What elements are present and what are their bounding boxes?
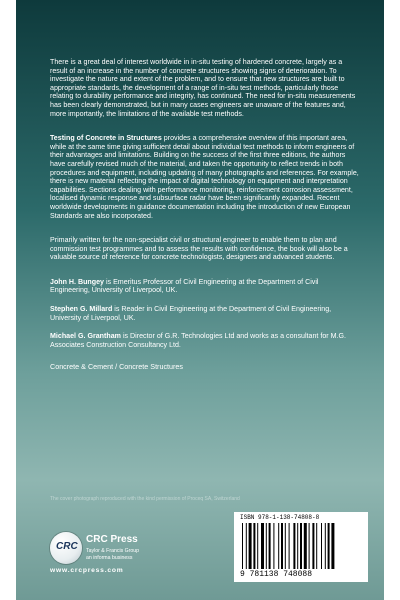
isbn-label: ISBN 978-1-138-74808-8 [240, 514, 320, 521]
barcode-bar [257, 523, 258, 569]
author-name: John H. Bungey [50, 277, 104, 286]
barcode-bar [249, 523, 252, 569]
description-paragraph [50, 134, 360, 220]
author-bio [50, 278, 360, 295]
book-title: Testing of Concrete in Structures [50, 134, 162, 143]
barcode-bar [261, 523, 264, 569]
barcode-bar [269, 523, 271, 569]
barcode-bar [273, 523, 274, 569]
barcode-bar [309, 523, 310, 569]
barcode-bar [246, 523, 247, 569]
barcode-bar [328, 523, 330, 569]
barcode-bar [278, 523, 279, 569]
barcode-bar [281, 523, 283, 569]
author-name: Michael G. Grantham [50, 332, 121, 341]
publisher-group: Taylor & Francis Group [86, 548, 140, 554]
author-bio-text: is Director of G.R. Technologies Ltd and works as a consultant for M.G. Associates Construction Consultancy Ltd. [50, 332, 346, 349]
barcode-bar [321, 523, 322, 569]
publisher-group-sub: an informa business [86, 555, 133, 561]
author-name: Stephen G. Millard [50, 305, 113, 314]
barcode-digits: 9 781138 748088 [240, 570, 313, 579]
barcode-bar [266, 523, 267, 569]
audience-paragraph: Primarily written for the non-specialist civil or structural engineer to enable them to plan and commission test programmes and to assess the results with confidence, the book will also be a valuable source of reference for concrete technologists, designers and advanced students. [50, 236, 348, 262]
barcode-icon [242, 523, 362, 569]
author-bio [50, 332, 360, 349]
barcode-panel [234, 512, 368, 582]
barcode-bar [253, 523, 255, 569]
back-cover [16, 0, 384, 600]
barcode-bar [297, 523, 298, 569]
cover-text [50, 58, 360, 382]
barcode-bar [325, 523, 326, 569]
intro-paragraph: There is a great deal of interest worldwide in in-situ testing of hardened concrete, largely as a result of an increase in the number of concrete structures showing signs of deterioration. To investigate the nature and extent of the problem, and to ensure that new structures are built to appropriate standards, the development of a range of in-situ test methods, particularly those relating to durability performance and integrity, has continued. The need for in-situ measurements has been clearly demonstrated, but in many cases engineers are unaware of the features and, more importantly, the limitations of the available test methods. [50, 58, 356, 118]
barcode-bar [293, 523, 295, 569]
author-bio-text: is Reader in Civil Engineering at the Department of Civil Engineering, University of Liverpool, UK. [50, 305, 332, 322]
logo-lettering: CRC [56, 541, 78, 552]
barcode-bar [285, 523, 286, 569]
barcode-bar [300, 523, 302, 569]
author-bio [50, 305, 360, 322]
barcode-bar [331, 523, 334, 569]
subject-category: Concrete & Cement / Concrete Structures [50, 362, 184, 372]
barcode-bar [289, 523, 290, 569]
publisher-url: www.crcpress.com [50, 567, 124, 574]
barcode-bar [304, 523, 307, 569]
description-text: provides a comprehensive overview of this important area, while at the same time giving sufficient detail about individual test methods to inform engineers of their advantages and limitations. Building on the success of the first three editions, the authors have carefully revised much of the material, and taken the opportunity to reflect trends in both procedures and equipment, including updating of many photographs and references. For example, there is new material reflecting the impact of digital technology on equipment and interpretation capabilities. Sections dealing with performance monitoring, reinforcement corrosion assessment, localised dynamic response and subsurface radar have been significantly expanded. Recent worldwide developments in guidance documentation including the introduction of new European Standards are also incorporated. [50, 134, 359, 220]
author-bio-text: is Emeritus Professor of Civil Engineering at the Department of Civil Engineering, University of Liverpool, UK. [50, 277, 319, 295]
publisher-block [50, 530, 190, 580]
barcode-bar [316, 523, 317, 569]
cover-credit: The cover photograph reproduced with the kind permission of Proceq SA, Switzerland [50, 496, 240, 502]
barcode-bar [242, 523, 243, 569]
barcode-bar [312, 523, 314, 569]
publisher-name: CRC Press [86, 534, 138, 545]
